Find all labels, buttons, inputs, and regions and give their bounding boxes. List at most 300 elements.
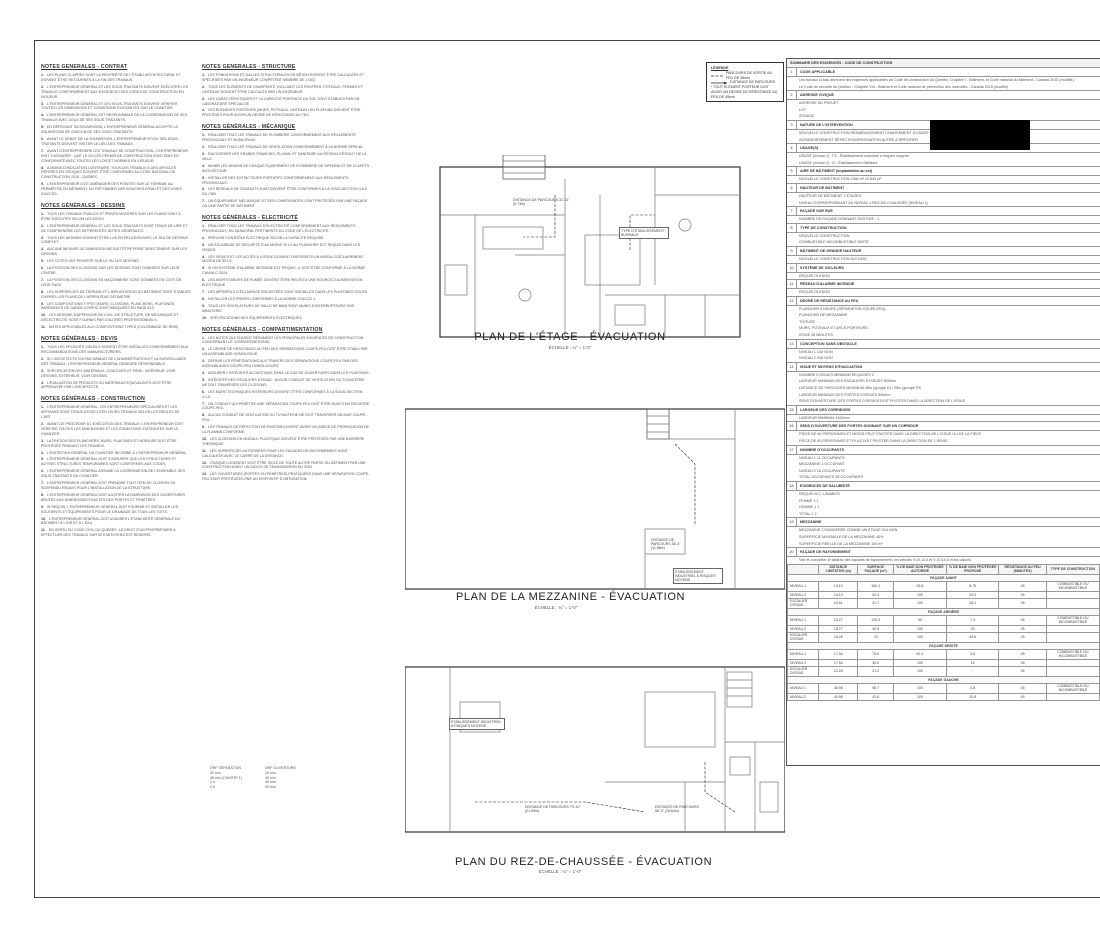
note-number: 8.	[41, 492, 44, 497]
code-section-line: NOUVELLE CONSTRUCTION ±356 m² ±3 833 pi²	[799, 177, 882, 182]
ray-cell	[1046, 659, 1099, 666]
ray-data-row	[788, 625, 1100, 632]
ray-group-name: FAÇADE ARRIÈRE	[788, 608, 1100, 615]
code-section-line: DISTANCE DE PARCOURS MAXIMUM 45m (groupe D) / 25m (groupe F2)	[799, 386, 922, 391]
note-item	[41, 137, 191, 147]
note-text: LES PLANS CI-APRÈS SONT LA PROPRIÉTÉ DE L'ÉTABLI ARCHITECTURAL ET DOIVENT ÊTRE RETOURNÉS À LA FIN DES TRAVAUX.	[41, 73, 181, 82]
ray-group-row	[788, 608, 1100, 615]
note-text: LES MURS TECHNIQUES INTÉRIEURS DOIVENT ÊTRE CONFORMES À LA SOUS-SECTION 3.1.9.	[202, 389, 363, 399]
note-item	[41, 266, 191, 276]
code-section-row	[787, 167, 1100, 176]
code-section-title: SENS D'OUVERTURE DES PORTES DONNANT SUR UN CORRIDOR	[800, 424, 919, 429]
note-item	[41, 302, 191, 312]
code-section-title: HAUTEUR DE BÂTIMENT	[800, 185, 845, 190]
code-section-row	[787, 247, 1100, 256]
note-item	[41, 73, 191, 83]
note-number: 3.	[202, 359, 205, 364]
code-section-line: HOMME 1 1	[799, 505, 820, 510]
ray-cell: 10.61	[819, 598, 858, 608]
ray-cell	[1046, 693, 1099, 700]
note-text: LES CARACTÉRISTIQUES ET LA CAPACITÉ PORTANTE DU SOL SONT ÉTABLIES PAR UN LABORATOIRE SPÉCIALISÉ.	[202, 96, 360, 106]
note-text: UN ÉQUIPEMENT MÉCANIQUE ET SES COMPOSANTES SONT PROTÉGÉS PAR UNE FAÇADE OU UNE PARTIE DE BÂTIMENT.	[202, 199, 368, 209]
ray-cell: 15.27	[819, 625, 858, 632]
code-section-line: FEMME 1 1	[799, 498, 819, 503]
note-text: LES COMPOSITIONS TYPES (MURS, CLOISONS, PLANCHERS, PLAFONDS, PAREMENTS DE GARDE-CORPS) SONT INDIQUÉES EN PAGE A13.	[41, 301, 176, 311]
code-section-body	[787, 256, 1100, 264]
note-item	[41, 149, 191, 164]
code-table-header: SOMMAIRE DES EXIGENCES - CODE DE CONSTRUCTION	[787, 59, 1100, 68]
code-section-row	[787, 422, 1100, 431]
note-number: 13.	[202, 472, 207, 477]
note-item	[41, 236, 191, 246]
note-text: L'ENTREPRENEUR DOIT AMÉNAGER DES POINTES SUR LE TERRAIN, AU PÉRIMÈTRE DU BÂTIMENT, DU PIÉTONNIER DES BOUCHES D'EAU ET DES VOIES D'ACCÈS.	[41, 182, 182, 197]
code-section-number: 9	[787, 247, 797, 255]
code-section-title: SYSTÈME DE GICLEURS	[800, 265, 844, 270]
note-text: LE DEGRÉ DE RÉSISTANCE AU FEU DES SÉPARATIONS COUPE-FEU DOIT ÊTRE ÉTABLI PAR UN ASSEMBLAGE HOMOLOGUÉ.	[202, 347, 368, 357]
ray-cell: 45	[999, 649, 1046, 659]
note-number: 10.	[41, 516, 46, 521]
ray-cell: NIVEAU 2	[788, 625, 819, 632]
code-section-line: USAGE (niveau 1) : F2 - Établissement industriel à risques moyens	[799, 154, 909, 159]
note-item	[41, 182, 191, 197]
note-item	[41, 247, 191, 257]
ray-header-cell: % DE BAIE NON PROTÉGÉE AUTORISÉ	[894, 564, 947, 574]
code-section-line: LOT	[799, 107, 807, 112]
note-text: LA POSITION DES CLOISONS EN MAÇONNERIE SONT DONNÉES EN COTE DE LEUR FACE.	[41, 277, 182, 287]
code-section-line: TOTAL 2 2	[799, 511, 817, 516]
note-item	[41, 102, 191, 112]
note-number: 8.	[41, 289, 44, 294]
code-section-line: ADRESSE DU PROJET	[799, 101, 839, 106]
code-section-number: 14	[787, 363, 797, 371]
note-item	[202, 145, 370, 150]
ray-cell: 45	[999, 581, 1046, 591]
ray-cell: NIVEAU 2	[788, 591, 819, 598]
code-section-number: 2	[787, 91, 797, 99]
note-item	[41, 369, 191, 379]
note-number: 7.	[41, 481, 44, 486]
note-item	[202, 437, 370, 447]
legend-note: * TOUT ÉLÉMENT PORTEUR DOIT AVOIR UN DEGRÉ DE RÉSISTANCE AU FEU DE 45min	[711, 85, 778, 99]
note-text: LES CLOISONS EN MODULE PLASTIQUE DOIVENT ÊTRE PROTÉGÉS PAR UNE BARRIÈRE THERMIQUE.	[202, 436, 365, 446]
note-number: 4.	[202, 108, 205, 113]
code-section-row	[787, 482, 1100, 491]
note-text: LES RÉSEAUX DE CONDUITS D'AIR DOIVENT ÊTRE CONFORMES À LA SOUS-SECTION 3.6.5 DU CNB.	[202, 187, 367, 197]
code-section-body	[787, 349, 1100, 363]
note-item	[41, 125, 191, 135]
ray-cell: 45	[999, 615, 1046, 625]
note-text: LES SUPERFICIES AUTORISÉES POUR LES FAÇADES DE RAYONNEMENT SONT CALCULÉES AVEC LE CARRÉ DE LA DISTANCE.	[202, 448, 348, 458]
sep-cell: 30 min	[210, 770, 221, 775]
code-section-title: NOMBRE D'OCCUPANTS	[800, 447, 845, 452]
note-text: TOUS LES VENTILATEURS DE SALLE DE BAIN SONT MUNIS D'INTERRUPTEURS SUR MINUTERIE.	[202, 303, 355, 313]
code-section-line: HAUTEUR DE BÂTIMENT 2 ÉTAGES	[799, 193, 862, 198]
code-section-number: 1	[787, 68, 797, 76]
note-number: 6.	[41, 469, 44, 474]
ray-cell: COMBUSTIBLE OU INCOMBUSTIBLE	[1046, 649, 1099, 659]
note-number: 9.	[202, 425, 205, 430]
note-number: 11.	[41, 325, 46, 330]
ray-cell: 45	[999, 666, 1046, 676]
note-number: 5.	[41, 125, 44, 130]
ray-cell: 35.5	[858, 659, 894, 666]
ray-section-number: 20	[787, 548, 797, 556]
code-section-line: REQUIS OUI NON	[799, 290, 830, 295]
ray-group-name: FAÇADE GAUCHE	[788, 676, 1100, 683]
code-section-number: 3	[787, 121, 797, 129]
plan-rdc-scale: ÉCHELLE : ¼" = 1'-0"	[538, 869, 582, 874]
ray-cell	[1046, 625, 1099, 632]
plan-etage-label-usage: TYPE D'ÉTABLISSEMENT : BUREAUX	[619, 227, 669, 239]
ray-cell: 15.27	[819, 615, 858, 625]
code-section-title: CONCEPTION SANS OBSTACLE	[800, 341, 857, 346]
ray-cell: 49.6	[946, 632, 999, 642]
note-number: 11.	[202, 448, 207, 453]
note-text: RACCORDER LES GRANDS FRANCHIS, PLUVIAL ET SANITAIRE AU RÉSEAU D'ÉGOUT DE LA VILLE.	[202, 151, 367, 161]
code-section-body	[787, 306, 1100, 340]
note-item	[202, 390, 370, 400]
note-text: INSTALLER LES PRISES CONFORMES À LA NORME CSA C22.1.	[208, 296, 317, 301]
ray-cell: 40.98	[819, 683, 858, 693]
ray-cell: 3.6	[946, 649, 999, 659]
note-number: 6.	[202, 278, 205, 283]
ray-data-row	[788, 591, 1100, 598]
note-text: L'ENTREPRENEUR GÉNÉRAL ET LES SOUS-TRAITANTS SONT TENUS DE LIRE ET DE COMPRENDRE LES DIFFÉRENTES NOTES GÉNÉRALES.	[41, 223, 188, 233]
plan-rdc-label-distance-1: DISTANCE DE PARCOURS 70'-10" (21.59m)	[525, 805, 581, 813]
note-text: AUCUNE MESURE DE DIMENSION NE DOIT ÊTRE PRISE DIRECTEMENT SUR LES DESSINS.	[41, 247, 188, 257]
code-section-body	[787, 527, 1100, 548]
ray-cell: NIVEAU 1	[788, 615, 819, 625]
sep-cell: 90 min	[265, 785, 276, 790]
code-section-row	[787, 184, 1100, 193]
ray-cell: NIVEAU 2	[788, 659, 819, 666]
code-section-row	[787, 518, 1100, 527]
plan-mezzanine-scale: ÉCHELLE : ¼" = 1'-0"	[534, 605, 578, 610]
code-section-body	[787, 100, 1100, 121]
code-section-line: NOUVELLE CONSTRUCTION RÉAMÉNAGEMENT CHANGEMENT D'USAGE	[799, 130, 929, 135]
note-text: SI UN SYSTÈME D'ALARME INCENDIE EST REQUIS, IL DOIT ÊTRE CONFORME À LA NORME CAN/ULC-S524.	[202, 266, 366, 276]
plan-etage-title: PLAN DE L'ÉTAGE - ÉVACUATION	[474, 331, 666, 343]
ray-cell: ESCALIER D'ISSUE	[788, 598, 819, 608]
ray-cell	[1046, 666, 1099, 676]
note-text: NOTES APPLICABLES AUX COMPOSITIONS TYPES (COLOMBAGE DE BOIS).	[48, 325, 180, 330]
notes-section-title: NOTES GÉNÉRALES - STRUCTURE	[202, 64, 296, 70]
code-section-line: PLANCHER DE MEZZANINE	[799, 313, 848, 318]
ray-cell: 81.4	[894, 649, 947, 659]
ray-section-row	[787, 548, 1100, 557]
code-section-line: NOMBRE DE FAÇADE DONNANT SUR RUE : 1	[799, 217, 880, 222]
note-text: L'ENTREPRENEUR GÉNÉRAL EST RESPONSABLE DE LA COORDINATION DE SES TRAVAUX AVEC CEUX DE SES SOUS-TRAITANTS.	[41, 113, 188, 123]
code-section-body	[787, 372, 1100, 406]
code-section-line: NIVEAU 1 OUI NON	[799, 349, 833, 354]
redacted-block	[930, 120, 1030, 150]
ray-cell: 29.3	[946, 591, 999, 598]
ray-cell: COMBUSTIBLE OU INCOMBUSTIBLE	[1046, 615, 1099, 625]
ray-cell: 26.1	[946, 598, 999, 608]
note-item	[202, 278, 370, 288]
code-section-title: ISSUE ET MOYENS D'ÉVACUATION	[800, 364, 863, 369]
note-number: 7.	[202, 199, 205, 204]
ray-header-cell: DISTANCE LIMITATIVE (m)	[819, 564, 858, 574]
code-section-title: RÉSEAU D'ALARME INCENDIE	[800, 282, 855, 287]
code-section-body	[787, 415, 1100, 423]
notes-column-1	[41, 64, 191, 884]
code-section-body	[787, 289, 1100, 297]
note-number: 3.	[202, 151, 205, 156]
note-number: 5.	[202, 266, 205, 271]
note-number: 7.	[41, 277, 44, 282]
ray-cell: 152.1	[858, 581, 894, 591]
plan-etage-drawing	[405, 155, 785, 355]
note-item	[41, 422, 191, 437]
code-section-line: SENS D'OUVERTURE DES PORTES D'ISSUES DOIT PIVOTER DANS LA DIRECTION DE L'ISSUE	[799, 399, 966, 404]
code-section-title: FAÇADE SUR RUE	[800, 209, 833, 214]
note-number: 7.	[41, 148, 44, 153]
note-text: TOUS LES ÉLÉMENTS DE CHARPENTE, INCLUANT LES POUTRES, POTEAUX, FERMES ET LINTEAUX DOIVENT ÊTRE CALCULÉS PAR UN INGÉNIEUR.	[202, 84, 363, 94]
code-section-body	[787, 431, 1100, 445]
note-item	[202, 316, 370, 321]
note-item	[202, 108, 370, 118]
ray-cell: 45	[999, 659, 1046, 666]
ray-cell: COMBUSTIBLE OU INCOMBUSTIBLE	[1046, 581, 1099, 591]
ray-cell: 98.7	[858, 683, 894, 693]
ray-cell: 75.6	[858, 649, 894, 659]
note-text: UN CONDUIT QUI PÉNÈTRE UNE SÉPARATION COUPE-FEU DOIT ÊTRE MUNI D'UN REGISTRE COUPE-FEU.	[202, 401, 370, 411]
code-section-line: LARGEUR MINIMUM 1100mm	[799, 415, 850, 420]
note-item	[41, 113, 191, 123]
code-section-line: TOITURE	[799, 319, 816, 324]
code-section-title: AIRE DE BÂTIMENT (Implantation au sol)	[800, 169, 873, 174]
ray-cell: 2.8	[946, 683, 999, 693]
code-section-line: PIÈCE DE 60 PERSONNES ET MOINS PEUT PIVOTER DANS LA DIRECTION DE L'ISSUE OU DE LA PIÈCE	[799, 432, 982, 437]
sep-cell: 45 min	[265, 775, 276, 780]
note-text: PRÉVOIR CONTRÔLE ÉLECTRIQUE SELON LA CAPACITÉ REQUISE.	[208, 235, 325, 240]
note-item	[202, 425, 370, 435]
note-number: 10.	[202, 436, 207, 441]
note-number: 1.	[202, 224, 205, 229]
code-section-line: ZONAGE	[799, 114, 815, 119]
note-number: 4.	[202, 163, 205, 168]
code-section-row	[787, 363, 1100, 372]
note-number: 1.	[202, 133, 205, 138]
code-summary-table	[786, 58, 1100, 766]
note-text: RÉALISER TOUS LES TRAVAUX DE PLOMBERIE CONFORMÉMENT AUX RÈGLEMENTS PROVINCIAUX ET MUNICIPAUX.	[202, 133, 356, 143]
ray-cell: 20.8	[946, 693, 999, 700]
code-section-row	[787, 446, 1100, 455]
code-section-body	[787, 216, 1100, 224]
code-section-number: 4	[787, 144, 797, 152]
code-section-body	[787, 193, 1100, 207]
code-section-number: 8	[787, 224, 797, 232]
legend-item-exit: PARCOURS DE SORTIE AU FEU DE 45min	[725, 70, 773, 80]
code-section-title: DEGRÉ DE RÉSISTANCE AU FEU	[800, 298, 859, 303]
code-section-title: BÂTIMENT DE GRANDE HAUTEUR	[800, 248, 862, 253]
ray-header-cell: SURFACE FAÇADE (m²)	[858, 564, 894, 574]
note-text: SPÉCIFICATION DES MATÉRIAUX, COULEURS ET FINIS : INTÉRIEUR, VOIR DESSINS, EXTÉRIEUR, VOIR DESSINS.	[41, 368, 176, 378]
note-text: LES ISSUES ET LES ACCÈS À L'ISSUE DOIVENT DISPOSER D'UN NIVEAU D'ÉCLAIREMENT MOYEN DE 50 LX.	[202, 254, 364, 264]
note-item	[202, 297, 370, 302]
code-section-body	[787, 491, 1100, 518]
note-item	[202, 413, 370, 423]
ray-group-name: FAÇADE DROITE	[788, 642, 1100, 649]
ray-cell: 10.10	[819, 581, 858, 591]
code-section-line: NIVEAU 2 16 OCCUPANTS	[799, 468, 845, 473]
note-item	[41, 528, 191, 538]
ray-cell: NIVEAU 1	[788, 581, 819, 591]
ray-cell: 45	[999, 693, 1046, 700]
note-item	[202, 133, 370, 143]
ray-cell: 21.2	[858, 666, 894, 676]
note-number: 5.	[41, 457, 44, 462]
note-text: L'ENTREPRENEUR GÉNÉRAL, LES ENTREPRENEURS SPÉCIALISÉS ET LES ARTISANS SONT TENUS D'EXÉCUTER LEURS TRAVAUX SELON LES RÈGLES DE L'ART.	[41, 405, 180, 420]
note-item	[202, 336, 370, 346]
note-item	[202, 304, 370, 314]
note-number: 1.	[41, 211, 44, 216]
sep-cell: 2 h	[210, 785, 215, 790]
note-number: 2.	[41, 422, 44, 427]
ray-cell: 45	[999, 598, 1046, 608]
note-item	[41, 345, 191, 355]
note-text: SPÉCIFICATIONS DES ÉQUIPEMENTS ÉLECTRIQUES.	[210, 315, 303, 320]
ray-cell: 26.6	[894, 581, 947, 591]
note-number: 6.	[41, 266, 44, 271]
note-number: 4.	[41, 380, 44, 385]
code-section-line: MURS, POTEAUX ET ARCS PORTEURS	[799, 326, 868, 331]
note-number: 4.	[202, 370, 205, 375]
ray-data-row	[788, 649, 1100, 659]
note-number: 9.	[202, 303, 205, 308]
code-section-line: NOUVELLE CONSTRUCTION	[799, 233, 850, 238]
note-text: LES DESSINS D'APPROCHE DE CIVIL, DE STRUCTURE, DE MÉCANIQUE ET D'ÉLECTRICITÉ SONT FOURNIS PAR D'AUTRES PROFESSIONNELS.	[41, 313, 179, 323]
note-item	[202, 266, 370, 276]
note-number: 3.	[41, 235, 44, 240]
ray-data-row	[788, 659, 1100, 666]
code-section-line: NOMBRE D'ISSUES MINIMUM REQUISES 2	[799, 372, 874, 377]
ray-cell	[1046, 598, 1099, 608]
code-section-row	[787, 340, 1100, 349]
plan-rdc	[405, 662, 785, 840]
note-number: 2.	[41, 356, 44, 361]
note-number: 2.	[202, 84, 205, 89]
code-section-line: LARGEUR MINIMUM DES ESCALIERS D'ISSUES 900mm	[799, 379, 897, 384]
ray-cell: 12.28	[819, 666, 858, 676]
code-section-number: 7	[787, 207, 797, 215]
note-item	[202, 472, 370, 482]
plan-mezzanine-drawing	[405, 404, 785, 594]
note-text: TOUS LES PRODUITS VISUELS DOIVENT ÊTRE INSTALLÉS CONFORMÉMENT AUX RECOMMANDATIONS DES MANUFACTURIERS.	[41, 345, 189, 354]
note-item	[41, 290, 191, 300]
ray-cell: 100	[894, 683, 947, 693]
note-text: LES ÉLÉMENTS PORTEURS (MURS, POTEAUX, LINTEAUX) DU PLAFOND DOIVENT ÊTRE PROTÉGÉS POUR AVOIR UN DEGRÉ DE RÉSISTANCE AU FEU.	[202, 108, 361, 118]
note-item	[41, 481, 191, 491]
note-number: 3.	[41, 101, 44, 106]
ray-cell: 100	[894, 598, 947, 608]
ray-data-row	[788, 581, 1100, 591]
plan-mezzanine	[405, 404, 785, 594]
ray-cell: 7.4	[946, 615, 999, 625]
code-section-row	[787, 207, 1100, 216]
note-item	[202, 461, 370, 471]
code-section-body	[787, 77, 1100, 91]
note-text: L'ENTREPRENEUR GÉNÉRAL DOIT AJUSTER LA DIMENSION DES OUVERTURES BRUTES AUX DIMENSIONS EXACTES DES PORTES ET FENÊTRES.	[41, 492, 186, 502]
note-item	[41, 212, 191, 222]
ray-cell: 100	[894, 659, 947, 666]
note-item	[202, 359, 370, 369]
plan-rdc-title: PLAN DU REZ-DE-CHAUSSÉE - ÉVACUATION	[455, 856, 713, 868]
note-number: 7.	[202, 401, 205, 406]
code-section-number: 10	[787, 264, 797, 272]
legend-box	[706, 62, 784, 102]
note-number: 6.	[41, 136, 44, 141]
note-text: L'ENTREPRENEUR GÉNÉRAL DOIT S'ASSURER QUE LES STRUCTURES ET AUTRES STRUCTURES TEMPORAIRES SONT CONFORMES AUX CODES.	[41, 457, 177, 467]
ray-data-row	[788, 693, 1100, 700]
sep-cell: 45 min (CHARTE 1)	[210, 775, 242, 780]
notes-section-title: NOTES GÉNÉRALES - CONSTRUCTION	[41, 396, 145, 403]
note-text: LES APPAREILS D'ÉCLAIRAGE ENCASTRÉS SONT INSTALLÉS DANS LES PLAFONDS ISOLÉS.	[208, 290, 369, 294]
note-number: 6.	[202, 389, 205, 394]
ray-table	[787, 564, 1100, 701]
code-section-line: REQUIS OUI NON	[799, 273, 830, 278]
notes-section-title: NOTES GÉNÉRALES - DEVIS	[41, 336, 118, 343]
note-number: 2.	[41, 84, 44, 89]
ray-cell: 10.10	[819, 591, 858, 598]
note-number: 10.	[202, 315, 207, 320]
code-section-line: REQUIS W.C. LAVABOS	[799, 491, 840, 496]
code-section-line: NIVEAU CORRESPONDANT AU NIVEAU 1 REZ-DE-CHAUSSÉE (NIVEAU 1)	[799, 200, 928, 205]
code-section-line: PLANCHER 0 HEURE (SÉPARATION COUPE-FEU)	[799, 306, 886, 311]
ray-cell: 40.5	[858, 625, 894, 632]
code-section-body	[787, 153, 1100, 167]
code-section-number: 12	[787, 297, 797, 305]
note-text: ASSURER L'INTÉGRITÉ ACOUSTIQUE DANS LE CAS DE OUVERTURES DANS LES PLAFONDS.	[208, 370, 370, 375]
note-text: AUCUN CONDUIT DE VENTILATION OU TUYAUTERIE NE DOIT TRAVERSER UN MUR COUPE-FEU.	[202, 413, 367, 423]
note-item	[41, 451, 191, 456]
note-text: EN VERTU DU CODE CIVIL DU QUÉBEC, LE DROIT D'UN PROPRIÉTAIRE À EFFECTUER DES TRAVAUX SUR SES MITOYENS EST RÉSERVÉ.	[41, 528, 176, 538]
ray-cell: 45	[999, 683, 1046, 693]
note-item	[41, 259, 191, 264]
code-section-title: MEZZANINE	[800, 520, 822, 525]
code-section-number: 15	[787, 406, 797, 414]
note-number: 1.	[202, 73, 205, 77]
sep-cell: 45 min	[265, 780, 276, 785]
code-section-row	[787, 264, 1100, 273]
note-item	[41, 85, 191, 100]
note-number: 2.	[202, 145, 205, 150]
note-number: 2.	[202, 347, 205, 352]
ray-cell: 17.54	[819, 659, 858, 666]
ray-cell: 100	[894, 632, 947, 642]
ray-cell: 45	[999, 632, 1046, 642]
note-text: LES NOTES QUI SUIVENT RÉSUMENT LES PRINCIPALES EXIGENCES DE CONSTRUCTION CONCERNANT LE COMPARTIMENTAGE.	[202, 335, 364, 345]
note-item	[202, 449, 370, 459]
note-item	[41, 439, 191, 449]
code-section-line: PIÈCE DE 60 PERSONNES ET PLUS DOIT PIVOTER DANS LA DIRECTION DE L'ISSUE	[799, 439, 948, 443]
code-section-line: MEZZANINE CONSIDÉRÉE COMME UN ÉTAGE OUI NON	[799, 528, 898, 533]
note-text: RÉALISER TOUS LES TRAVAUX DE VENTILATION CONFORMÉMENT À LA NORME NFPA 96.	[208, 145, 364, 150]
note-text: CHAQUE LOGEMENT DOIT ÊTRE ISOLÉ DE TOUTE AUTRE PARTIE DU BÂTIMENT PAR UNE CONSTRUCTION AYANT UN INDICE DE TRANSMISSION DU SON.	[202, 460, 366, 470]
notes-section-title: NOTES GÉNÉRALES - CONTRAT	[41, 64, 128, 70]
note-number: 5.	[41, 259, 44, 264]
note-number: 6.	[202, 187, 205, 192]
note-text: LA POSITION DES CLOISONS SUR LES DESSINS SONT DONNÉES SUR LEUR CENTRE.	[41, 266, 180, 275]
note-item	[41, 325, 191, 330]
plan-mezzanine-title: PLAN DE LA MEZZANINE - ÉVACUATION	[456, 591, 686, 603]
note-item	[41, 517, 191, 527]
ray-cell: NIVEAU 1	[788, 683, 819, 693]
note-item	[41, 493, 191, 503]
note-number: 12.	[202, 460, 207, 465]
ray-cell: 100	[894, 625, 947, 632]
